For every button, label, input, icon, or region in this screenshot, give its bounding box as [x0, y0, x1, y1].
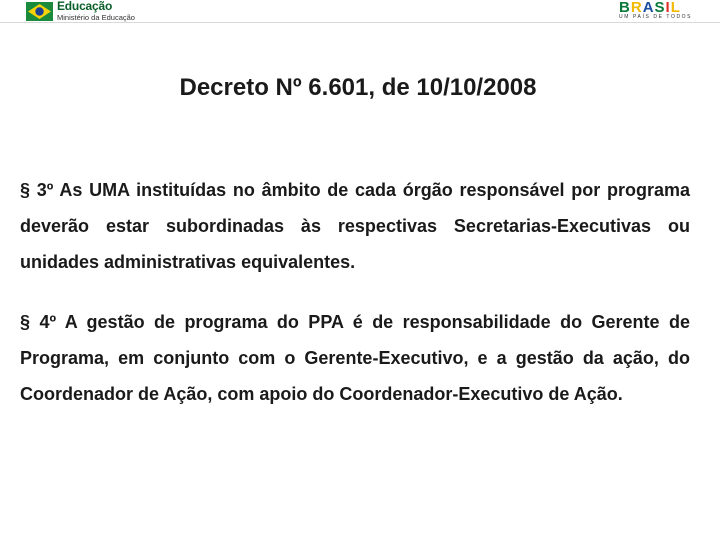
- brasil-letter: B: [619, 0, 631, 16]
- brasil-letter: A: [642, 0, 655, 16]
- header-divider: [0, 22, 720, 23]
- brasil-logo[interactable]: [619, 1, 695, 21]
- header-bar: [0, 0, 720, 22]
- brasil-letter: L: [670, 0, 681, 16]
- brasil-letter: S: [654, 0, 666, 16]
- brasil-tagline: UM PAÍS DE TODOS: [619, 14, 693, 20]
- ministry-logo[interactable]: [26, 1, 144, 23]
- ministry-title: Educação: [57, 0, 113, 13]
- document-title: Decreto Nº 6.601, de 10/10/2008: [179, 74, 537, 101]
- paragraph-section-4: § 4º A gestão de programa do PPA é de responsabilidade do Gerente de Programa, em conjunto com o Gerente-Executivo, e a gestão da ação, do Coordenador de Ação, com apoio do Coordenador-Executivo de Ação.: [20, 312, 690, 404]
- brasil-letter: R: [630, 0, 643, 16]
- paragraph-section-3: § 3º As UMA instituídas no âmbito de cada órgão responsável por programa deverão estar subordinadas às respectivas Secretarias-Executivas ou unidades administrativas equivalentes.: [20, 180, 690, 272]
- brazil-flag-icon: [26, 2, 53, 21]
- brasil-letter: I: [665, 0, 671, 16]
- ministry-subtitle: Ministério da Educação: [57, 13, 135, 22]
